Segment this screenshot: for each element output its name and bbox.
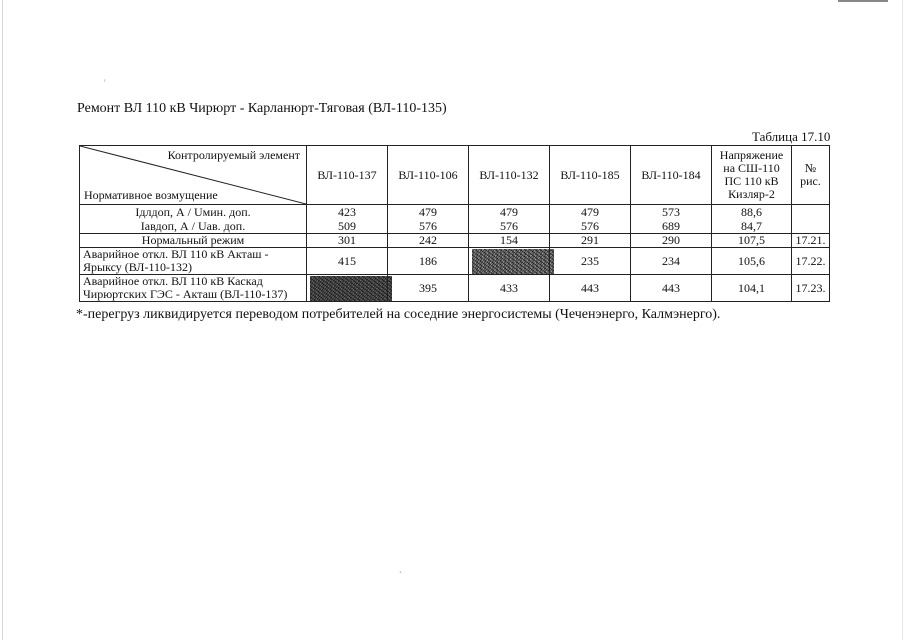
value-cell: 235 xyxy=(550,248,631,275)
row-label: Нормальный режим xyxy=(80,234,307,248)
table-number: Таблица 17.10 xyxy=(752,129,831,144)
limit-value: 479 xyxy=(419,205,437,219)
column-header: ВЛ-110-132 xyxy=(469,146,550,205)
disconnected-cell xyxy=(307,275,388,302)
figure-cell: 17.22. xyxy=(792,248,830,275)
value-cell: 104,1 xyxy=(712,275,792,302)
row-label: Аварийное откл. ВЛ 110 кВ Акташ - Ярыксу (ВЛ-110-132) xyxy=(80,248,307,275)
limit-cell xyxy=(792,205,830,234)
limits-row xyxy=(80,205,830,234)
value-cell: 242 xyxy=(388,234,469,248)
value-cell: 443 xyxy=(631,275,712,302)
limit-cell xyxy=(388,205,469,234)
limit-value: 88,6 xyxy=(741,205,762,219)
limit-value: 576 xyxy=(500,219,518,233)
limit-cell xyxy=(550,205,631,234)
limit-cell xyxy=(631,205,712,234)
limit-value: 479 xyxy=(500,205,518,219)
limits-label-line: Iавдоп, А / Uав. доп. xyxy=(140,219,246,233)
page-edge-right xyxy=(902,0,903,640)
limit-value: 576 xyxy=(581,219,599,233)
limit-cell xyxy=(469,205,550,234)
document-title: Ремонт ВЛ 110 кВ Чирюрт - Карланюрт-Тяговая (ВЛ-110-135) xyxy=(77,101,447,116)
value-cell: 443 xyxy=(550,275,631,302)
corner-top-label: Контролируемый элемент xyxy=(167,148,300,162)
scan-speck: ˎ xyxy=(399,563,402,573)
scan-speck: ' xyxy=(104,78,106,88)
column-header: ВЛ-110-184 xyxy=(631,146,712,205)
value-cell: 291 xyxy=(550,234,631,248)
corner-header-cell xyxy=(80,146,307,205)
value-cell: 395 xyxy=(388,275,469,302)
value-cell: 415 xyxy=(307,248,388,275)
limit-cell xyxy=(307,205,388,234)
value-cell: 107,5 xyxy=(712,234,792,248)
column-header: ВЛ-110-185 xyxy=(550,146,631,205)
table-row xyxy=(80,234,830,248)
value-cell: 234 xyxy=(631,248,712,275)
page-edge-left xyxy=(2,0,3,640)
value-cell: 433 xyxy=(469,275,550,302)
value-cell: 105,6 xyxy=(712,248,792,275)
limit-cell xyxy=(712,205,792,234)
value-cell: 301 xyxy=(307,234,388,248)
column-header: ВЛ-110-106 xyxy=(388,146,469,205)
corner-bottom-label: Нормативное возмущение xyxy=(84,188,218,202)
value-cell: 290 xyxy=(631,234,712,248)
limit-value: 423 xyxy=(338,205,356,219)
limit-value: 84,7 xyxy=(741,219,762,233)
column-header-figure: № рис. xyxy=(792,146,830,205)
footnote: *-перегруз ликвидируется переводом потребителей на соседние энергосистемы (Чеченэнерго, Калмэнерго). xyxy=(76,307,721,322)
table-row xyxy=(80,248,830,275)
figure-cell: 17.23. xyxy=(792,275,830,302)
scan-mark xyxy=(838,0,888,2)
limits-label-line: Iдлдоп, А / Uмин. доп. xyxy=(135,205,251,219)
limit-value: 509 xyxy=(338,219,356,233)
value-cell: 154 xyxy=(469,234,550,248)
data-table xyxy=(79,145,830,302)
limits-label-cell xyxy=(80,205,307,234)
column-header-voltage: Напряжение на СШ-110 ПС 110 кВ Кизляр-2 xyxy=(712,146,792,205)
limit-value: 576 xyxy=(419,219,437,233)
hatched-fill xyxy=(310,276,392,301)
hatched-fill xyxy=(472,249,554,274)
header-row xyxy=(80,146,830,205)
value-cell: 186 xyxy=(388,248,469,275)
column-header: ВЛ-110-137 xyxy=(307,146,388,205)
limit-value: 689 xyxy=(662,219,680,233)
row-label: Аварийное откл. ВЛ 110 кВ Каскад Чирюртских ГЭС - Акташ (ВЛ-110-137) xyxy=(80,275,307,302)
limit-value: 573 xyxy=(662,205,680,219)
table-row xyxy=(80,275,830,302)
disconnected-cell xyxy=(469,248,550,275)
figure-cell: 17.21. xyxy=(792,234,830,248)
limit-value: 479 xyxy=(581,205,599,219)
